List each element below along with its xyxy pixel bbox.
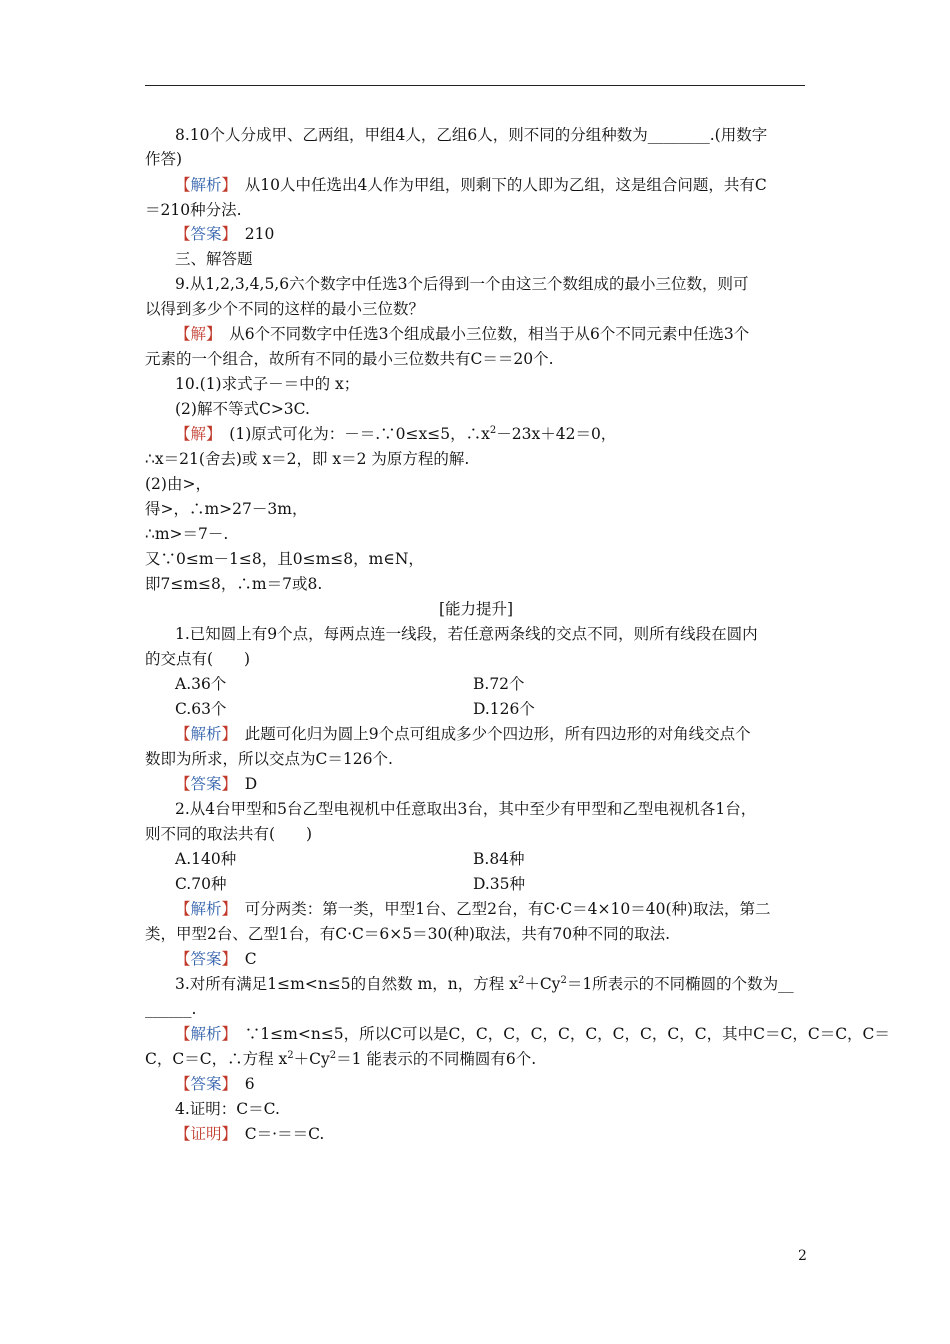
p2-answer: 【答案】 C (175, 950, 257, 968)
p1-analysis-line-1: 【解析】 此题可化归为圆上9个点可组成多少个四边形，所有四边形的对角线交点个 (175, 725, 751, 743)
p2-option-a: A.140种 (175, 850, 237, 868)
q8-line-2: 作答) (145, 150, 183, 168)
p1-option-c: C.63个 (175, 700, 227, 718)
q10-solution-line-7: 即7≤m≤8，∴m＝7或8. (145, 575, 323, 593)
analysis-tag: 解析 (190, 176, 222, 194)
p4-line: 4.证明：C＝C. (175, 1100, 280, 1118)
solution-tag: 解 (190, 325, 207, 343)
p2-analysis-line-2: 类，甲型2台、乙型1台，有C·C＝6×5＝30(种)取法，共有70种不同的取法. (145, 925, 671, 943)
q8-answer: 【答案】 210 (175, 225, 275, 243)
q9-line-2: 以得到多少个不同的这样的最小三位数？ (145, 300, 425, 318)
q10-solution-line-5: ∴m>＝7－. (145, 525, 229, 543)
p1-line-2: 的交点有( ) (145, 650, 251, 668)
p2-option-b: B.84种 (473, 850, 525, 868)
answer-tag: 答案 (190, 225, 222, 243)
p1-option-a: A.36个 (175, 675, 227, 693)
p1-option-d: D.126个 (473, 700, 535, 718)
p1-analysis-line-2: 数即为所求，所以交点为C＝126个. (145, 750, 393, 768)
q10-solution-line-6: 又∵0≤m－1≤8，且0≤m≤8，m∈N， (145, 550, 424, 568)
q8-analysis-line-2: ＝210种分法. (145, 201, 242, 219)
p1-line-1: 1.已知圆上有9个点，每两点连一线段，若任意两条线的交点不同，则所有线段在圆内 (175, 625, 758, 643)
p2-option-c: C.70种 (175, 875, 227, 893)
answer-tag: 答案 (190, 1075, 222, 1093)
q10-solution-line-4: 得>，∴m>27－3m， (145, 500, 308, 518)
p1-option-b: B.72个 (473, 675, 525, 693)
answer-tag: 答案 (190, 775, 222, 793)
p3-line-2: ______. (145, 1000, 197, 1018)
p3-analysis-line-2: C，C＝C，∴方程 $x^2+Cy^2=1$ 能表示的不同椭圆有6个. (145, 1049, 537, 1068)
q10-part-1: 10.(1)求式子－＝中的 x； (175, 375, 360, 393)
section-title-ability: [能力提升] (438, 600, 514, 618)
p2-line-2: 则不同的取法共有( ) (145, 825, 313, 843)
p1-answer: 【答案】 D (175, 775, 258, 793)
analysis-tag: 解析 (190, 900, 222, 918)
p2-line-1: 2.从4台甲型和5台乙型电视机中任意取出3台，其中至少有甲型和乙型电视机各1台， (175, 800, 757, 818)
answer-tag: 答案 (190, 950, 222, 968)
header-rule (145, 85, 805, 86)
proof-tag: 证明 (190, 1125, 222, 1143)
p2-analysis-line-1: 【解析】 可分两类：第一类，甲型1台、乙型2台，有C·C＝4×10＝40(种)取法，第二 (175, 900, 771, 918)
page-number: 2 (798, 1248, 807, 1264)
solution-tag: 解 (190, 425, 207, 443)
q8-analysis-line-1: 【解析】 从10人中任选出4人作为甲组，则剩下的人即为乙组，这是组合问题，共有C (175, 176, 767, 194)
p3-answer: 【答案】 6 (175, 1075, 255, 1093)
q9-solution-line-2: 元素的一个组合，故所有不同的最小三位数共有C＝＝20个. (145, 350, 554, 368)
section-heading: 三、解答题 (175, 250, 253, 268)
q10-solution-line-3: (2)由>， (145, 475, 211, 493)
q10-solution-line-2: ∴x＝21(舍去)或 x＝2，即 x＝2 为原方程的解. (145, 450, 470, 468)
p4-proof: 【证明】 C＝·＝＝C. (175, 1125, 325, 1143)
p3-analysis-line-1: 【解析】 ∵1≤m<n≤5，所以C可以是C，C，C，C，C，C，C，C，C，C，其中C＝C，C＝C，C＝ (175, 1025, 890, 1043)
q9-line-1: 9.从1,2,3,4,5,6六个数字中任选3个后得到一个由这三个数组成的最小三位数，则可 (175, 275, 749, 293)
analysis-tag: 解析 (190, 725, 222, 743)
p2-option-d: D.35种 (473, 875, 526, 893)
q10-solution-line-1: 【解】 (1)原式可化为：－＝.∵0≤x≤5，$\therefore x^2-23x+42=0$， (175, 424, 617, 443)
p3-line-1: 3.对所有满足1≤m<n≤5的自然数 m，n，方程 $x^2+Cy^2=1$所表示的不同椭圆的个数为__ (175, 974, 794, 993)
q9-solution-line-1: 【解】 从6个不同数字中任选3个组成最小三位数，相当于从6个不同元素中任选3个 (175, 325, 750, 343)
q10-part-2: (2)解不等式C>3C. (175, 400, 310, 418)
q8-line-1: 8.10个人分成甲、乙两组，甲组4人，乙组6人，则不同的分组种数为________.(用数字 (175, 126, 768, 144)
analysis-tag: 解析 (190, 1025, 222, 1043)
